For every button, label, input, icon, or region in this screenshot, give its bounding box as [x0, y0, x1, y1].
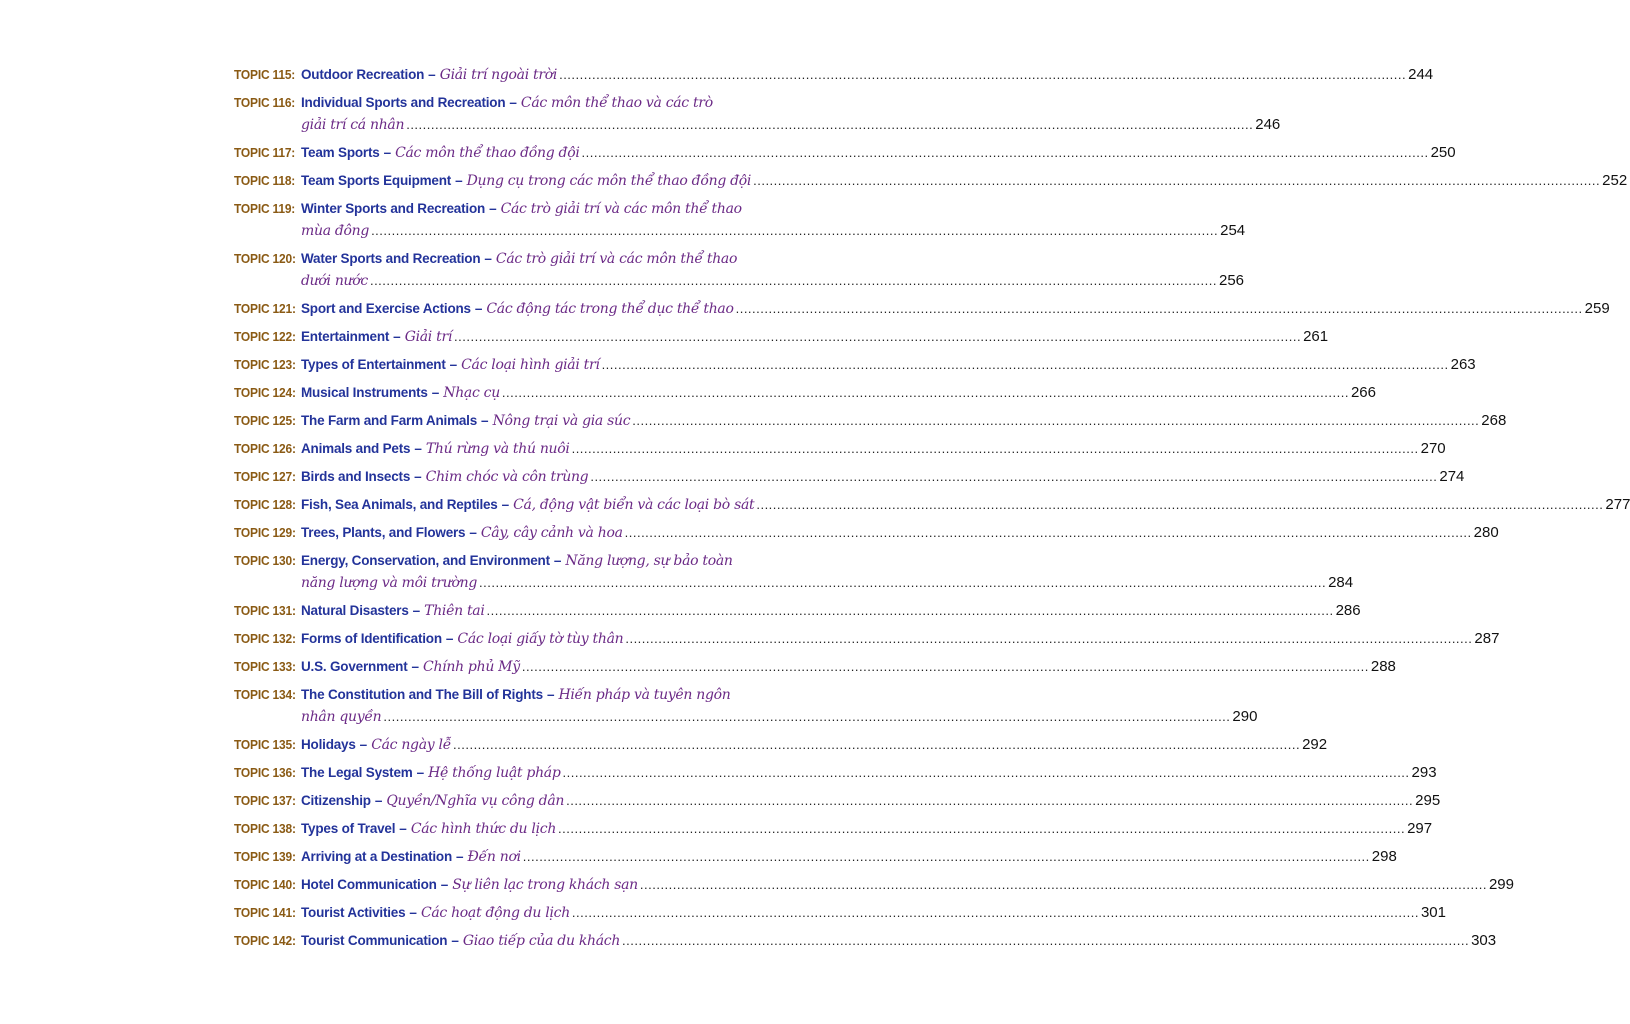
toc-entry	[234, 170, 1628, 192]
topic-line	[301, 930, 1496, 952]
toc-entry	[234, 326, 1329, 348]
page-number: 290	[1232, 708, 1258, 725]
topic-title-en: Individual Sports and Recreation	[301, 95, 506, 110]
page-number: 244	[1408, 66, 1434, 83]
topic-title-vi: Thú rừng và thú nuôi	[425, 441, 570, 457]
topic-title-vi: Giải trí ngoài trời	[439, 67, 558, 83]
topic-body	[301, 818, 1432, 840]
separator-dash: –	[455, 173, 463, 188]
page-number: 288	[1370, 658, 1396, 675]
topic-body	[301, 600, 1361, 622]
topic-line	[301, 142, 1456, 164]
topic-body	[301, 684, 1257, 728]
topic-title-vi: Các trò giải trí và các môn thể thao	[500, 201, 742, 217]
topic-number: TOPIC 133:	[234, 659, 296, 674]
topic-number: TOPIC 140:	[234, 877, 296, 892]
topic-body	[301, 734, 1327, 756]
topic-title-vi-continued: dưới nước	[301, 273, 368, 289]
topic-title-en: Trees, Plants, and Flowers	[301, 525, 466, 540]
topic-line	[301, 874, 1514, 896]
topic-line	[301, 92, 1280, 114]
topic-title-vi: Giải trí	[404, 329, 453, 345]
separator-dash: –	[501, 497, 510, 512]
topic-title-vi: Các môn thể thao và các trò	[520, 95, 713, 111]
topic-title-en: Types of Entertainment	[301, 357, 446, 372]
topic-title-vi: Các loại hình giải trí	[461, 357, 600, 373]
topic-number: TOPIC 138:	[234, 821, 296, 836]
topic-title-en: Animals and Pets	[301, 441, 411, 456]
topic-number: TOPIC 115:	[234, 67, 296, 82]
dot-leader	[479, 572, 1326, 593]
topic-line	[301, 248, 1244, 270]
topic-body	[301, 790, 1440, 812]
topic-title-en: Holidays	[301, 737, 356, 752]
topic-number: TOPIC 119:	[234, 201, 296, 216]
toc-entry	[234, 818, 1433, 840]
topic-line	[301, 64, 1433, 86]
dot-leader	[559, 64, 1406, 85]
topic-body	[301, 170, 1627, 192]
dot-leader	[523, 846, 1370, 867]
topic-title-vi: Giao tiếp của du khách	[462, 933, 621, 949]
toc-entry	[234, 628, 1500, 650]
topic-number: TOPIC 130:	[234, 553, 296, 568]
page-number: 299	[1488, 876, 1514, 893]
topic-title-vi: Năng lượng, sự bảo toàn	[565, 553, 733, 569]
topic-title-vi-continued: năng lượng và môi trường	[301, 575, 478, 591]
topic-line	[301, 522, 1499, 544]
dot-leader	[502, 382, 1349, 403]
toc-entry	[234, 248, 1245, 292]
page-number: 266	[1350, 384, 1376, 401]
topic-title-en: Types of Travel	[301, 821, 396, 836]
separator-dash: –	[456, 849, 464, 864]
dot-leader	[558, 818, 1405, 839]
toc-entry	[234, 298, 1610, 320]
separator-dash: –	[449, 357, 458, 372]
topic-body	[301, 494, 1630, 516]
topic-body	[301, 930, 1496, 952]
separator-dash: –	[393, 329, 401, 344]
topic-body	[301, 198, 1245, 242]
page-number: 259	[1584, 300, 1610, 317]
dot-leader	[640, 874, 1487, 895]
toc-entry	[234, 684, 1258, 728]
topic-number: TOPIC 132:	[234, 631, 296, 646]
topic-title-en: The Constitution and The Bill of Rights	[301, 687, 543, 702]
topic-title-vi: Chim chóc và côn trùng	[425, 469, 589, 485]
page-number: 254	[1220, 222, 1246, 239]
topic-title-vi: Dụng cụ trong các môn thể thao đồng đội	[466, 173, 752, 189]
topic-title-vi: Cây, cây cảnh và hoa	[480, 525, 623, 541]
topic-title-en: Arriving at a Destination	[301, 849, 453, 864]
topic-line	[301, 818, 1432, 840]
page-number: 250	[1430, 144, 1456, 161]
page-number: 293	[1411, 764, 1437, 781]
topic-number: TOPIC 122:	[234, 329, 296, 344]
separator-dash: –	[474, 301, 483, 316]
topic-title-en: Team Sports Equipment	[301, 173, 452, 188]
topic-line	[301, 684, 1257, 706]
topic-number: TOPIC 116:	[234, 95, 296, 110]
topic-title-vi: Hệ thống luật pháp	[428, 765, 561, 781]
toc-entry	[234, 354, 1476, 376]
separator-dash: –	[489, 201, 497, 216]
topic-body	[301, 410, 1506, 432]
topic-body	[301, 438, 1446, 460]
separator-dash: –	[451, 933, 459, 948]
topic-body	[301, 142, 1456, 164]
dot-leader	[370, 270, 1217, 291]
topic-number: TOPIC 126:	[234, 441, 296, 456]
toc-entry	[234, 762, 1437, 784]
topic-body	[301, 326, 1328, 348]
page-number: 301	[1420, 904, 1446, 921]
separator-dash: –	[383, 145, 392, 160]
dot-leader	[566, 790, 1413, 811]
topic-title-en: Tourist Communication	[301, 933, 448, 948]
separator-dash: –	[412, 603, 421, 618]
topic-title-en: Energy, Conservation, and Environment	[301, 553, 550, 568]
separator-dash: –	[359, 737, 368, 752]
dot-leader	[371, 220, 1218, 241]
separator-dash: –	[509, 95, 517, 110]
topic-title-en: Sport and Exercise Actions	[301, 301, 471, 316]
topic-number: TOPIC 134:	[234, 687, 296, 702]
toc-entry	[234, 142, 1456, 164]
topic-number: TOPIC 131:	[234, 603, 296, 618]
dot-leader	[406, 114, 1253, 135]
topic-line	[301, 656, 1396, 678]
topic-line-continued	[301, 114, 1280, 136]
separator-dash: –	[431, 385, 440, 400]
page-number: 277	[1605, 496, 1630, 513]
topic-body	[301, 874, 1514, 896]
topic-title-vi: Hiến pháp và tuyên ngôn	[558, 687, 731, 703]
topic-line	[301, 550, 1353, 572]
separator-dash: –	[374, 793, 383, 808]
toc-entry	[234, 410, 1507, 432]
toc-entry	[234, 522, 1499, 544]
topic-title-en: Citizenship	[301, 793, 371, 808]
topic-line-continued	[301, 572, 1353, 594]
topic-body	[301, 628, 1499, 650]
dot-leader	[572, 438, 1419, 459]
page-number: 274	[1439, 468, 1465, 485]
topic-line	[301, 198, 1245, 220]
dot-leader	[602, 354, 1449, 375]
page-number: 263	[1450, 356, 1476, 373]
topic-title-en: Water Sports and Recreation	[301, 251, 481, 266]
topic-number: TOPIC 125:	[234, 413, 296, 428]
topic-title-vi-continued: nhân quyền	[301, 709, 382, 725]
page-number: 284	[1328, 574, 1354, 591]
topic-number: TOPIC 139:	[234, 849, 296, 864]
separator-dash: –	[411, 659, 420, 674]
topic-body	[301, 298, 1610, 320]
dot-leader	[753, 170, 1600, 191]
separator-dash: –	[440, 877, 449, 892]
topic-number: TOPIC 121:	[234, 301, 296, 316]
topic-number: TOPIC 135:	[234, 737, 296, 752]
topic-title-en: U.S. Government	[301, 659, 408, 674]
topic-title-en: Natural Disasters	[301, 603, 409, 618]
separator-dash: –	[484, 251, 492, 266]
page-number: 252	[1602, 172, 1628, 189]
dot-leader	[756, 494, 1603, 515]
topic-title-vi: Các loại giấy tờ tùy thân	[457, 631, 624, 647]
topic-line-continued	[301, 220, 1245, 242]
page-number: 295	[1415, 792, 1441, 809]
topic-title-vi: Các hoạt động du lịch	[420, 905, 570, 921]
topic-line	[301, 734, 1327, 756]
topic-number: TOPIC 128:	[234, 497, 296, 512]
topic-title-vi: Sự liên lạc trong khách sạn	[452, 877, 638, 893]
topic-line	[301, 790, 1440, 812]
topic-number: TOPIC 127:	[234, 469, 296, 484]
dot-leader	[572, 902, 1419, 923]
page-number: 261	[1303, 328, 1329, 345]
table-of-contents	[234, 64, 1630, 958]
toc-entry	[234, 64, 1434, 86]
toc-entry	[234, 92, 1281, 136]
dot-leader	[453, 734, 1300, 755]
toc-entry	[234, 930, 1497, 952]
topic-title-en: Outdoor Recreation	[301, 67, 425, 82]
topic-number: TOPIC 124:	[234, 385, 296, 400]
dot-leader	[625, 628, 1472, 649]
topic-line	[301, 846, 1397, 868]
dot-leader	[622, 930, 1469, 951]
topic-body	[301, 64, 1433, 86]
page-number: 270	[1420, 440, 1446, 457]
topic-line	[301, 410, 1506, 432]
separator-dash: –	[409, 905, 417, 920]
page-number: 246	[1255, 116, 1281, 133]
toc-entry	[234, 874, 1514, 896]
topic-title-en: Fish, Sea Animals, and Reptiles	[301, 497, 498, 512]
topic-title-vi: Đến nơi	[467, 849, 521, 865]
toc-entry	[234, 198, 1246, 242]
topic-body	[301, 522, 1499, 544]
topic-title-vi: Quyền/Nghĩa vụ công dân	[386, 793, 565, 809]
topic-line	[301, 326, 1328, 348]
topic-line	[301, 902, 1446, 924]
topic-title-en: Hotel Communication	[301, 877, 437, 892]
page-number: 303	[1471, 932, 1497, 949]
separator-dash: –	[414, 469, 422, 484]
topic-body	[301, 248, 1244, 292]
dot-leader	[625, 522, 1472, 543]
topic-title-vi-continued: mùa đông	[301, 223, 370, 239]
separator-dash: –	[416, 765, 425, 780]
topic-number: TOPIC 137:	[234, 793, 296, 808]
toc-entry	[234, 550, 1354, 594]
dot-leader	[487, 600, 1334, 621]
topic-title-vi: Cá, động vật biển và các loại bò sát	[513, 497, 755, 513]
separator-dash: –	[414, 441, 422, 456]
page-number: 287	[1474, 630, 1500, 647]
topic-title-vi: Thiên tai	[424, 603, 485, 619]
topic-title-vi: Chính phủ Mỹ	[423, 659, 520, 675]
topic-line	[301, 170, 1627, 192]
topic-body	[301, 466, 1464, 488]
page-number: 286	[1335, 602, 1361, 619]
topic-line	[301, 628, 1499, 650]
toc-entry	[234, 656, 1396, 678]
topic-number: TOPIC 142:	[234, 933, 296, 948]
toc-entry	[234, 846, 1397, 868]
toc-entry	[234, 438, 1446, 460]
topic-line	[301, 298, 1610, 320]
page-number: 280	[1473, 524, 1499, 541]
topic-body	[301, 92, 1280, 136]
topic-line	[301, 466, 1464, 488]
topic-title-en: Team Sports	[301, 145, 380, 160]
topic-title-vi: Nông trại và gia súc	[492, 413, 631, 429]
toc-entry	[234, 790, 1441, 812]
topic-title-en: Forms of Identification	[301, 631, 442, 646]
page-number: 292	[1302, 736, 1328, 753]
topic-title-vi: Các trò giải trí và các môn thể thao	[495, 251, 738, 267]
dot-leader	[383, 706, 1230, 727]
topic-title-vi: Các môn thể thao đồng đội	[395, 145, 580, 161]
topic-title-vi: Nhạc cụ	[443, 385, 500, 401]
topic-line	[301, 382, 1376, 404]
topic-body	[301, 846, 1397, 868]
topic-line-continued	[301, 270, 1244, 292]
toc-entry	[234, 382, 1376, 404]
page-number: 298	[1371, 848, 1397, 865]
separator-dash: –	[399, 821, 407, 836]
topic-body	[301, 550, 1353, 594]
topic-number: TOPIC 136:	[234, 765, 296, 780]
toc-entry	[234, 902, 1446, 924]
topic-body	[301, 382, 1376, 404]
separator-dash: –	[469, 525, 477, 540]
topic-line	[301, 762, 1437, 784]
dot-leader	[454, 326, 1301, 347]
topic-line	[301, 438, 1446, 460]
topic-number: TOPIC 123:	[234, 357, 296, 372]
topic-body	[301, 902, 1446, 924]
topic-line	[301, 600, 1361, 622]
topic-title-vi: Các động tác trong thể dục thể thao	[486, 301, 734, 317]
topic-title-en: Entertainment	[301, 329, 390, 344]
topic-number: TOPIC 129:	[234, 525, 296, 540]
topic-number: TOPIC 141:	[234, 905, 296, 920]
topic-title-vi: Các ngày lễ	[371, 737, 452, 753]
dot-leader	[563, 762, 1410, 783]
topic-title-en: The Farm and Farm Animals	[301, 413, 478, 428]
topic-title-en: Musical Instruments	[301, 385, 428, 400]
topic-title-en: Birds and Insects	[301, 469, 411, 484]
separator-dash: –	[553, 553, 562, 568]
topic-number: TOPIC 117:	[234, 145, 296, 160]
separator-dash: –	[546, 687, 555, 702]
topic-title-en: The Legal System	[301, 765, 413, 780]
page-number: 297	[1407, 820, 1433, 837]
dot-leader	[522, 656, 1369, 677]
topic-title-vi: Các hình thức du lịch	[410, 821, 557, 837]
topic-line-continued	[301, 706, 1257, 728]
topic-title-en: Winter Sports and Recreation	[301, 201, 486, 216]
topic-title-vi-continued: giải trí cá nhân	[301, 117, 405, 133]
dot-leader	[582, 142, 1429, 163]
toc-entry	[234, 734, 1328, 756]
dot-leader	[736, 298, 1583, 319]
topic-line	[301, 494, 1630, 516]
separator-dash: –	[445, 631, 454, 646]
toc-entry	[234, 600, 1361, 622]
topic-number: TOPIC 118:	[234, 173, 296, 188]
page-number: 256	[1219, 272, 1245, 289]
separator-dash: –	[428, 67, 436, 82]
separator-dash: –	[481, 413, 489, 428]
topic-body	[301, 762, 1437, 784]
dot-leader	[632, 410, 1479, 431]
dot-leader	[590, 466, 1437, 487]
toc-entry	[234, 466, 1465, 488]
topic-title-en: Tourist Activities	[301, 905, 406, 920]
toc-entry	[234, 494, 1630, 516]
topic-body	[301, 656, 1396, 678]
topic-line	[301, 354, 1476, 376]
topic-number: TOPIC 120:	[234, 251, 296, 266]
topic-body	[301, 354, 1476, 376]
page-number: 268	[1481, 412, 1507, 429]
